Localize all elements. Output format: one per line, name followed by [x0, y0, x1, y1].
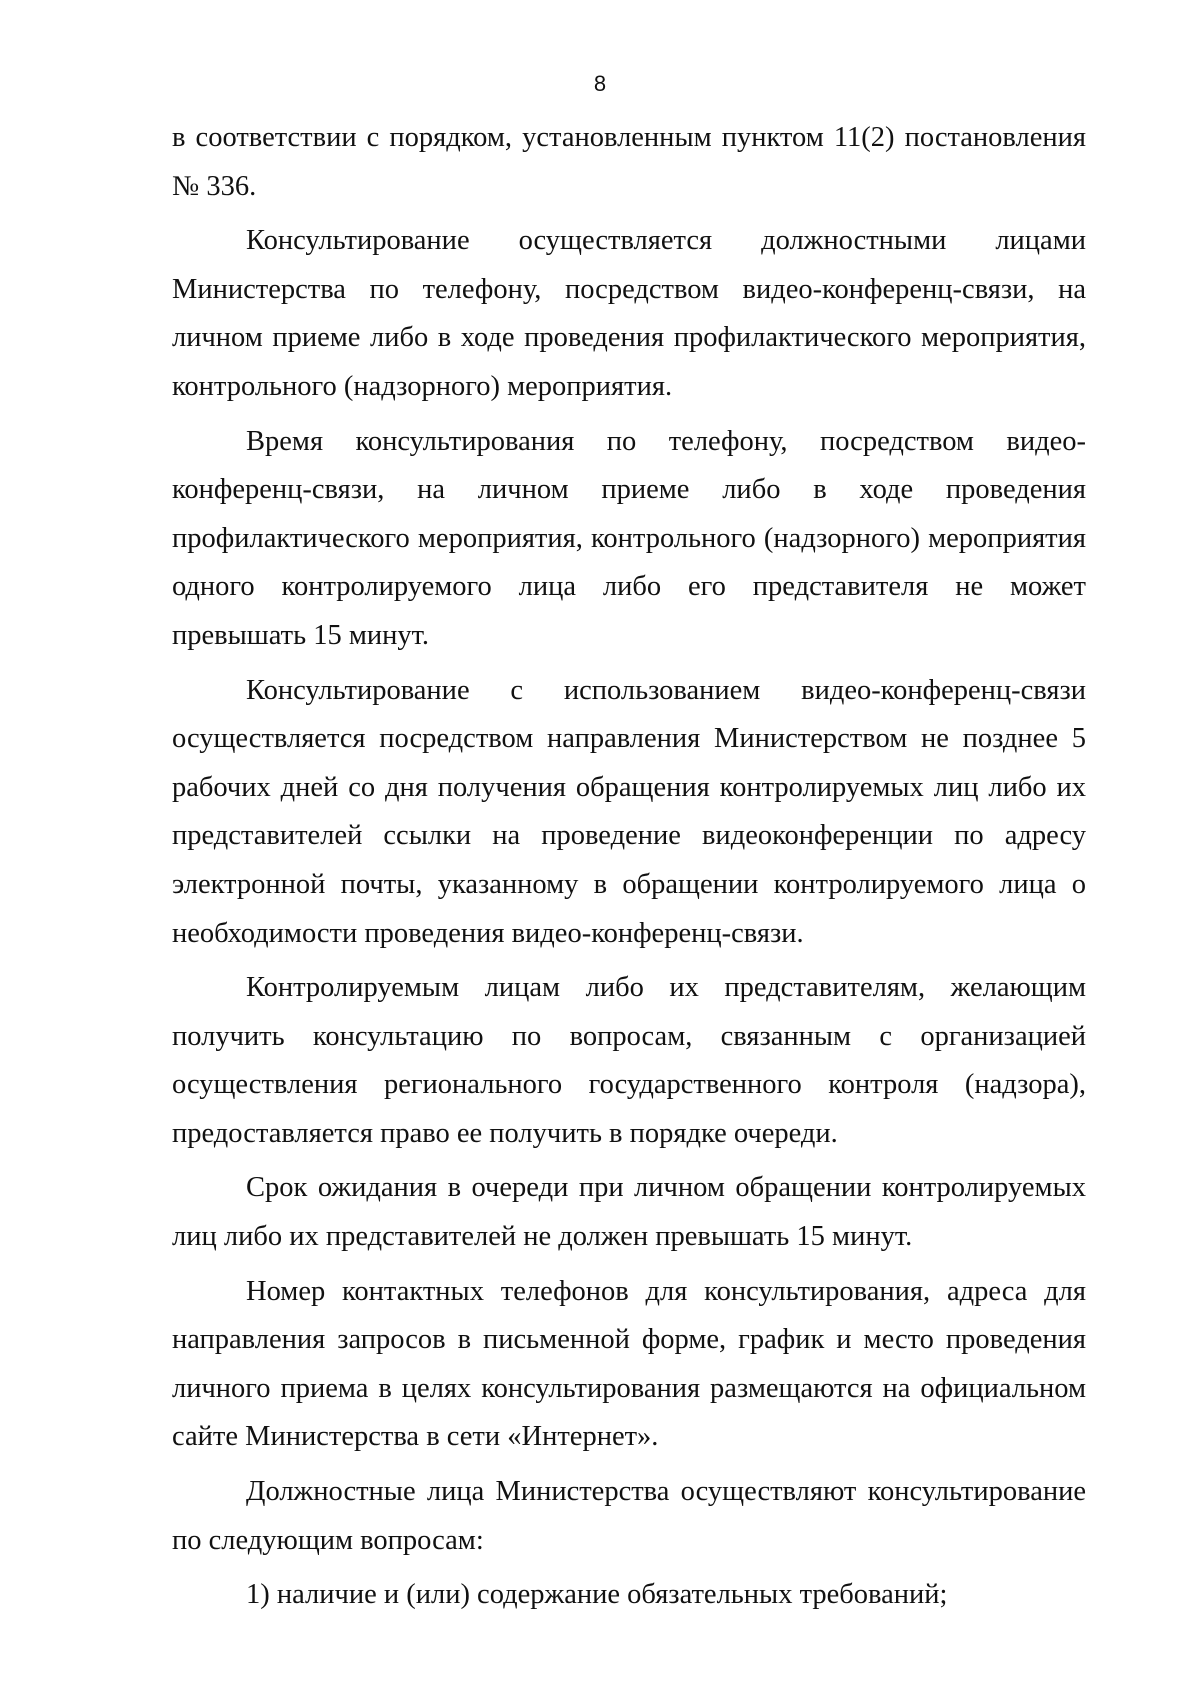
paragraph-continuation: в соответствии с порядком, установленным пунктом 11(2) постановления № 336. [172, 122, 1086, 202]
paragraph-contacts: Номер контактных телефонов для консультирования, адреса для направления запросов в письменной форме, график и место проведения личного приема в целях консультирования размещаются на официальном сайте Министерства в сети «Интернет». [172, 1275, 1086, 1453]
paragraph-queue-right: Контролируемым лицам либо их представителям, желающим получить консультацию по вопросам, связанным с организацией осуществления регионального государственного контроля (надзора), предоставляется право ее получить в порядке очереди. [172, 972, 1086, 1149]
page-number: 8 [593, 71, 607, 96]
paragraph-consulting-topics: Должностные лица Министерства осуществляют консультирование по следующим вопросам: [172, 1476, 1086, 1556]
document-body [172, 114, 1086, 1620]
paragraph-consulting-methods: Консультирование осуществляется должностными лицами Министерства по телефону, посредством видео-конференц-связи, на личном приеме либо в ходе проведения профилактического мероприятия, контрольного (надзорного) мероприятия. [172, 225, 1086, 402]
paragraph-consulting-time: Время консультирования по телефону, посредством видео-конференц-связи, на личном приеме либо в ходе проведения профилактического мероприятия, контрольного (надзорного) мероприятия одного контролируемого лица либо его представителя не может превышать 15 минут. [172, 425, 1086, 651]
paragraph-queue-wait: Срок ожидания в очереди при личном обращении контролируемых лиц либо их представителей не должен превышать 15 минут. [172, 1172, 1086, 1253]
list-item-1: 1) наличие и (или) содержание обязательных требований; [246, 1579, 948, 1611]
paragraph-video-conference: Консультирование с использованием видео-конференц-связи осуществляется посредством направления Министерством не позднее 5 рабочих дней со дня получения обращения контролируемых лиц либо их представителей ссылки на проведение видеоконференции по адресу электронной почты, указанному в обращении контролируемого лица о необходимости проведения видео-конференц-связи. [172, 674, 1086, 949]
